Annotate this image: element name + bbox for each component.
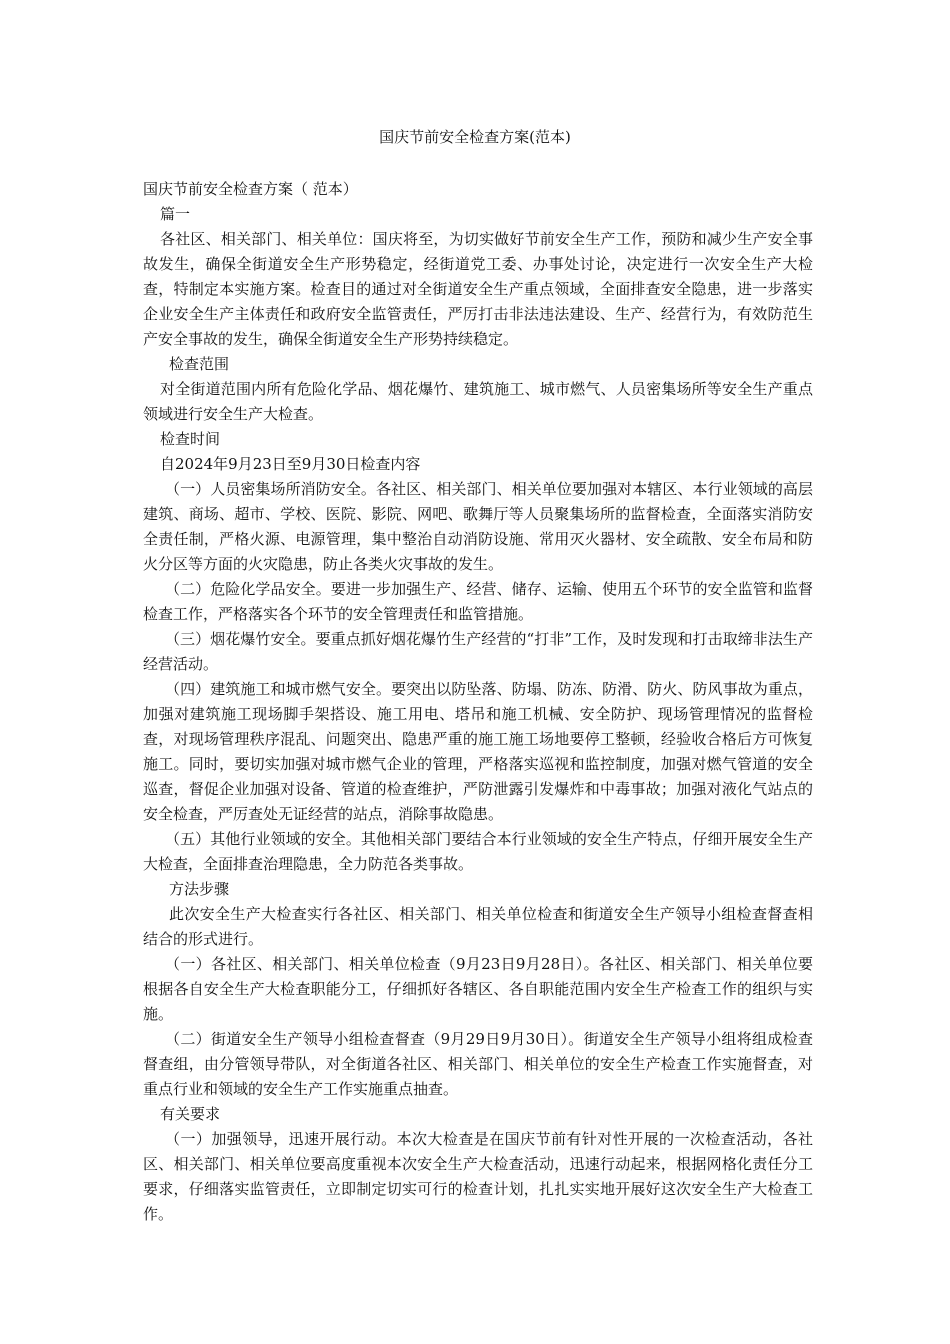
paragraph-item-hazardous-chemicals: （二）危险化学品安全。要进一步加强生产、经营、储存、运输、使用五个环节的安全监管和监督检查工作，严格落实各个环节的安全管理责任和监管措施。 [143, 580, 813, 623]
paragraph-step-two: （二）街道安全生产领导小组检查督查（9月29日9月30日）。街道安全生产领导小组将组成检查督查组，由分管领导带队，对全街道各社区、相关部门、相关单位的安全生产检查工作实施督查，对重点行业和领域的安全生产工作实施重点抽查。 [143, 1030, 813, 1098]
heading-inspection-time: 检查时间 [160, 430, 221, 448]
paragraph-method: 此次安全生产大检查实行各社区、相关部门、相关单位检查和街道安全生产领导小组检查督查相结合的形式进行。 [143, 905, 813, 948]
document-title: 国庆节前安全检查方案(范本) [379, 128, 571, 146]
heading-method-steps: 方法步骤 [169, 880, 230, 898]
paragraph-time: 自2024年9月23日至9月30日检查内容 [160, 455, 421, 473]
paragraph-requirement-one: （一）加强领导，迅速开展行动。本次大检查是在国庆节前有针对性开展的一次检查活动，各社区、相关部门、相关单位要高度重视本次安全生产大检查活动，迅速行动起来，根据网格化责任分工要求，仔细落实监管责任，立即制定切实可行的检查计划，扎扎实实地开展好这次安全生产大检查工作。 [143, 1130, 813, 1223]
paragraph-item-crowded-places: （一）人员密集场所消防安全。各社区、相关部门、相关单位要加强对本辖区、本行业领域的高层建筑、商场、超市、学校、医院、影院、网吧、歌舞厅等人员聚集场所的监督检查，全面落实消防安全责任制，严格火源、电源管理，集中整治自动消防设施、常用灭火器材、安全疏散、安全布局和防火分区等方面的火灾隐患，防止各类火灾事故的发生。 [143, 480, 813, 573]
paragraph-item-construction-gas: （四）建筑施工和城市燃气安全。要突出以防坠落、防塌、防冻、防滑、防火、防风事故为重点，加强对建筑施工现场脚手架搭设、施工用电、塔吊和施工机械、安全防护、现场管理情况的监督检查，对现场管理秩序混乱、问题突出、隐患严重的施工施工场地要停工整顿，经验收合格后方可恢复施工。同时，要切实加强对城市燃气企业的管理，严格落实巡视和监控制度，加强对燃气管道的安全巡查，督促企业加强对设备、管道的检查维护，严防泄露引发爆炸和中毒事故；加强对液化气站点的安全检查，严厉查处无证经营的站点，消除事故隐患。 [143, 680, 813, 823]
document-body [143, 177, 813, 1227]
document-subtitle: 国庆节前安全检查方案（ 范本） [143, 180, 358, 198]
paragraph-intro: 各社区、相关部门、相关单位：国庆将至，为切实做好节前安全生产工作，预防和减少生产安全事故发生，确保全街道安全生产形势稳定，经街道党工委、办事处讨论，决定进行一次安全生产大检查，特制定本实施方案。检查目的通过对全街道安全生产重点领域，全面排查安全隐患，进一步落实企业安全生产主体责任和政府安全监管责任，严厉打击非法违法建设、生产、经营行为，有效防范生产安全事故的发生，确保全街道安全生产形势持续稳定。 [143, 230, 813, 348]
paragraph-item-other-industries: （五）其他行业领域的安全。其他相关部门要结合本行业领域的安全生产特点，仔细开展安全生产大检查，全面排查治理隐患，全力防范各类事故。 [143, 830, 813, 873]
heading-requirements: 有关要求 [160, 1105, 221, 1123]
heading-inspection-scope: 检查范围 [169, 355, 230, 373]
paragraph-scope: 对全街道范围内所有危险化学品、烟花爆竹、建筑施工、城市燃气、人员密集场所等安全生产重点领域进行安全生产大检查。 [143, 380, 813, 423]
paragraph-item-fireworks: （三）烟花爆竹安全。要重点抓好烟花爆竹生产经营的“打非”工作，及时发现和打击取缔非法生产经营活动。 [143, 630, 813, 673]
section-label-part-one: 篇一 [160, 205, 191, 223]
paragraph-step-one: （一）各社区、相关部门、相关单位检查（9月23日9月28日）。各社区、相关部门、相关单位要根据各自安全生产大检查职能分工，仔细抓好各辖区、各自职能范围内安全生产检查工作的组织与实施。 [143, 955, 813, 1023]
